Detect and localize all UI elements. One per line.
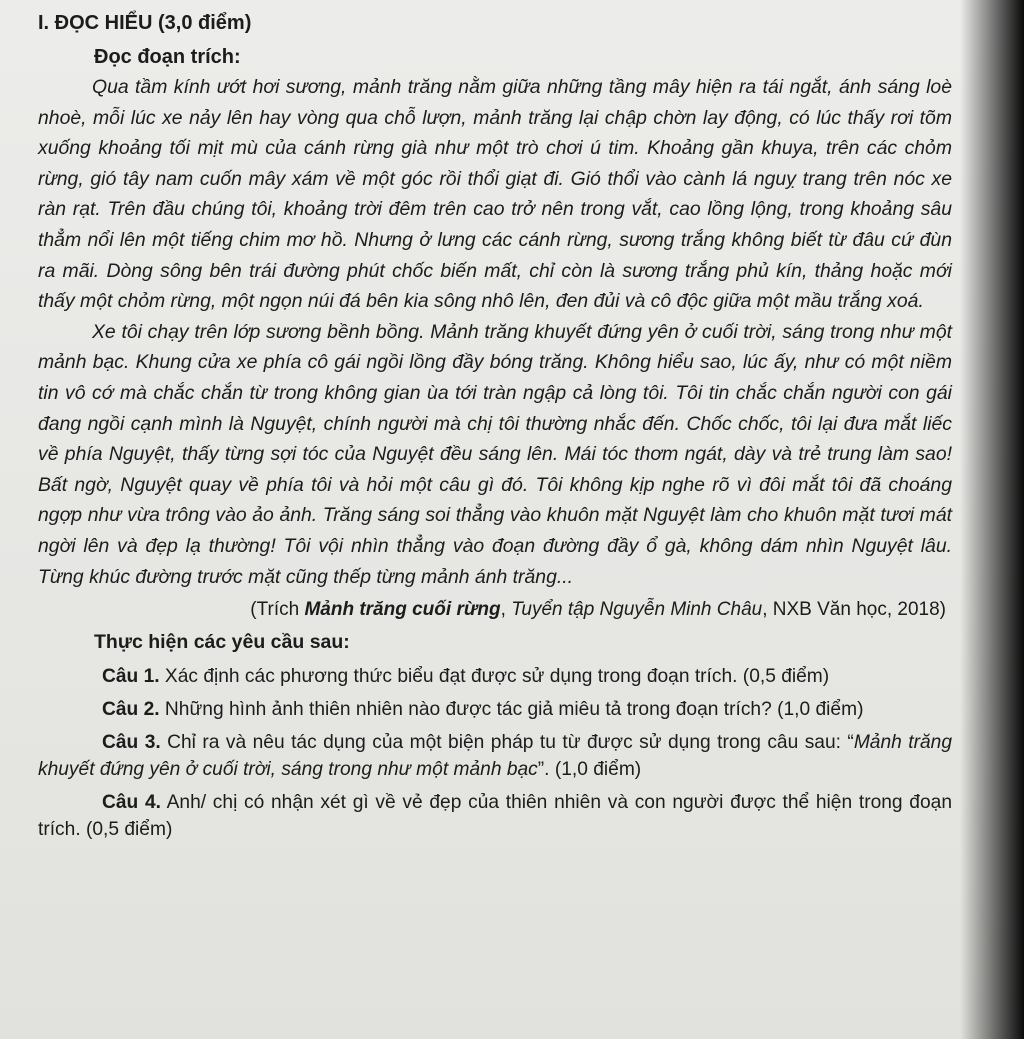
citation-suffix: , NXB Văn học, 2018) — [762, 599, 946, 621]
passage — [38, 72, 952, 592]
question-2-text: Những hình ảnh thiên nhiên nào được tác giả miêu tả trong đoạn trích? (1,0 điểm) — [159, 699, 864, 721]
question-3-text-after: ”. (1,0 điểm) — [537, 759, 642, 781]
question-1-text: Xác định các phương thức biểu đạt được sử dụng trong đoạn trích. (0,5 điểm) — [159, 666, 830, 688]
question-3 — [38, 729, 952, 783]
instruction-heading: Thực hiện các yêu cầu sau: — [94, 631, 350, 654]
citation-separator: , — [500, 599, 512, 621]
question-4-label: Câu 4. — [102, 792, 161, 814]
question-2-label: Câu 2. — [102, 699, 160, 721]
section-title: I. ĐỌC HIỂU (3,0 điểm) — [38, 12, 252, 34]
citation — [38, 594, 952, 625]
question-2 — [38, 696, 952, 723]
question-3-text-before: Chỉ ra và nêu tác dụng của một biện pháp tu từ được sử dụng trong câu sau: “ — [160, 732, 854, 754]
citation-book-title: Mảnh trăng cuối rừng — [304, 599, 501, 621]
reading-heading: Đọc đoạn trích: — [94, 46, 241, 68]
page-edge-shadow — [960, 0, 1024, 1039]
question-4 — [38, 789, 952, 843]
question-3-label: Câu 3. — [102, 732, 161, 754]
question-4-text: Anh/ chị có nhận xét gì về vẻ đẹp của thiên nhiên và con người được thể hiện trong đoạn trích. (0,5 điểm) — [38, 792, 952, 841]
question-1-label: Câu 1. — [102, 666, 160, 688]
citation-collection: Tuyển tập Nguyễn Minh Châu — [511, 599, 763, 621]
passage-paragraph-1: Qua tầm kính ướt hơi sương, mảnh trăng nằm giữa những tầng mây hiện ra tái ngắt, ánh sáng loè nhoè, mỗi lúc xe nảy lên hay vòng qua chỗ lượn, mảnh trăng lại chập chờn lay động, có lúc thấy rơi tõm xuống khoảng tối mịt mù của cánh rừng già như một trò chơi ú tim. Khoảng gần khuya, trên các chỏm rừng, gió tây nam cuốn mây xám về một góc rồi thổi giạt đi. Gió thổi vào cành lá nguỵ trang trên nóc xe ràn rạt. Trên đầu chúng tôi, khoảng trời đêm trên cao trở nên trong vắt, cao lồng lộng, trong khoảng sâu thẳm nổi lên một tiếng chim mơ hồ. Nhưng ở lưng các cánh rừng, sương trắng không biết từ đâu cứ đùn ra mãi. Dòng sông bên trái đường phút chốc biến mất, chỉ còn là sương trắng phủ kín, thảng hoặc mới thấy một chỏm rừng, một ngọn núi đá bên kia sông nhô lên, đen đủi và cô độc giữa một mầu trắng xoá. — [38, 76, 952, 313]
passage-paragraph-2: Xe tôi chạy trên lớp sương bềnh bồng. Mảnh trăng khuyết đứng yên ở cuối trời, sáng trong như một mảnh bạc. Khung cửa xe phía cô gái ngồi lồng đầy bóng trăng. Không hiểu sao, lúc ấy, như có một niềm tin vô cớ mà chắc chắn từ trong không gian ùa tới tràn ngập cả lòng tôi. Tôi tin chắc chắn người con gái đang ngồi cạnh mình là Nguyệt, chính người mà chị tôi thường nhắc đến. Chốc chốc, tôi lại đưa mắt liếc về phía Nguyệt, thấy từng sợi tóc của Nguyệt đều sáng lên. Mái tóc thơm ngát, dày và trẻ trung làm sao! Bất ngờ, Nguyệt quay về phía tôi và hỏi một câu gì đó. Tôi không kịp nghe rõ vì đôi mắt tôi đã choáng ngợp như vừa trông vào ảo ảnh. Trăng sáng soi thẳng vào khuôn mặt Nguyệt làm cho khuôn mặt tươi mát ngời lên và đẹp lạ thường! Tôi vội nhìn thẳng vào đoạn đường đầy ổ gà, không dám nhìn Nguyệt lâu. Từng khúc đường trước mặt cũng thếp từng mảnh ánh trăng... — [38, 320, 952, 588]
question-1 — [38, 663, 952, 690]
citation-prefix: (Trích — [250, 599, 305, 621]
question-3-quote: Mảnh trăng khuyết đứng yên ở cuối trời, sáng trong như một mảnh bạc — [38, 732, 952, 781]
